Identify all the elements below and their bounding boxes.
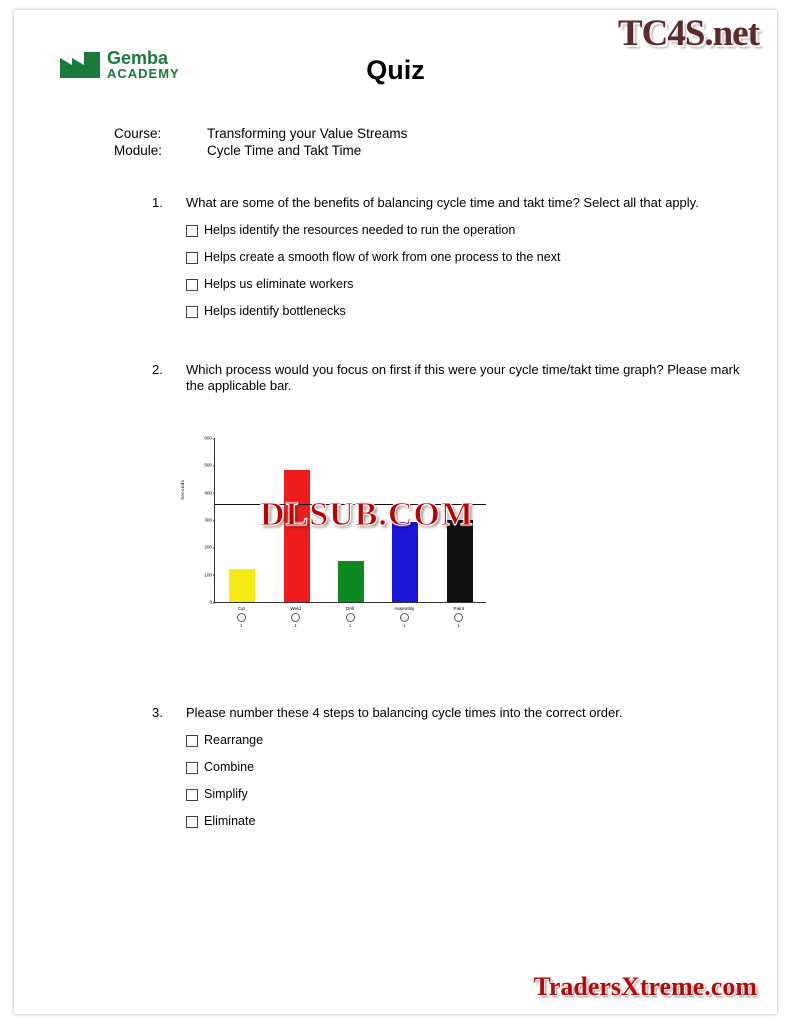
bar-weld[interactable] bbox=[284, 470, 310, 602]
watermark-center: DLSUB.COM bbox=[260, 496, 474, 533]
y-tick: 400 bbox=[204, 490, 212, 496]
question-2-number: 2. bbox=[152, 362, 163, 377]
x-label-text: Paint bbox=[453, 606, 465, 611]
option-label: Helps identify the resources needed to run the operation bbox=[204, 223, 516, 237]
x-label-text: Drill bbox=[346, 606, 354, 611]
checkbox-icon[interactable] bbox=[186, 762, 198, 774]
option-row[interactable] bbox=[186, 277, 752, 291]
option-row[interactable] bbox=[186, 733, 752, 747]
radio-icon[interactable] bbox=[454, 613, 463, 622]
x-label-sub: 1 bbox=[403, 623, 406, 628]
course-label: Course: bbox=[114, 126, 162, 141]
page-title: Quiz bbox=[366, 55, 425, 85]
watermark-top: TC4S.net bbox=[617, 13, 759, 54]
chart-x-axis bbox=[214, 606, 486, 638]
question-1-text: What are some of the benefits of balancing cycle time and takt time? Select all that apply. bbox=[186, 195, 699, 210]
radio-icon[interactable] bbox=[400, 613, 409, 622]
x-label-sub: 1 bbox=[348, 623, 352, 628]
chart-y-axis-label: Seconds bbox=[180, 479, 185, 500]
option-label: Combine bbox=[204, 760, 255, 774]
cycle-time-chart bbox=[180, 435, 494, 638]
y-tick: 500 bbox=[204, 462, 212, 468]
question-1-number: 1. bbox=[152, 195, 163, 210]
option-row[interactable] bbox=[186, 814, 752, 828]
question-2-text: Which process would you focus on first if this were your cycle time/takt time graph? Please mark the applicable bar. bbox=[186, 362, 740, 393]
question-3 bbox=[152, 705, 752, 841]
x-label-drill bbox=[327, 606, 373, 628]
option-row[interactable] bbox=[186, 760, 752, 774]
option-row[interactable] bbox=[186, 223, 752, 237]
checkbox-icon[interactable] bbox=[186, 735, 198, 747]
y-tick: 100 bbox=[204, 572, 212, 578]
bar-cut[interactable] bbox=[229, 569, 255, 602]
radio-icon[interactable] bbox=[346, 613, 355, 622]
checkbox-icon[interactable] bbox=[186, 306, 198, 318]
question-2 bbox=[152, 362, 752, 394]
question-3-options bbox=[186, 733, 752, 828]
option-row[interactable] bbox=[186, 304, 752, 318]
radio-icon[interactable] bbox=[237, 613, 246, 622]
document-page bbox=[14, 10, 777, 1014]
x-label-text: Cut bbox=[237, 606, 245, 611]
y-tick: 0 bbox=[209, 599, 212, 605]
logo-secondary-text: ACADEMY bbox=[107, 66, 180, 81]
module-label: Module: bbox=[114, 143, 163, 158]
x-label-text: Assembly bbox=[394, 606, 415, 611]
question-3-number: 3. bbox=[152, 705, 163, 720]
option-label: Rearrange bbox=[204, 733, 264, 747]
radio-icon[interactable] bbox=[291, 613, 300, 622]
x-label-paint bbox=[436, 606, 482, 628]
question-3-text: Please number these 4 steps to balancing cycle times into the correct order. bbox=[186, 705, 623, 720]
x-label-cut bbox=[218, 606, 264, 628]
y-tick: 300 bbox=[204, 517, 212, 523]
checkbox-icon[interactable] bbox=[186, 252, 198, 264]
checkbox-icon[interactable] bbox=[186, 225, 198, 237]
y-tick: 200 bbox=[204, 544, 212, 550]
checkbox-icon[interactable] bbox=[186, 816, 198, 828]
course-row bbox=[114, 125, 407, 142]
x-label-text: Weld bbox=[290, 606, 301, 611]
module-value: Cycle Time and Takt Time bbox=[207, 143, 362, 158]
x-label-assembly bbox=[381, 606, 427, 628]
checkbox-icon[interactable] bbox=[186, 789, 198, 801]
option-label: Eliminate bbox=[204, 814, 256, 828]
checkbox-icon[interactable] bbox=[186, 279, 198, 291]
x-label-weld bbox=[273, 606, 319, 628]
question-1 bbox=[152, 195, 752, 331]
bar-drill[interactable] bbox=[338, 561, 364, 602]
bar-assembly[interactable] bbox=[392, 522, 418, 602]
x-label-sub: 1 bbox=[457, 623, 460, 628]
question-1-options bbox=[186, 223, 752, 318]
module-row bbox=[114, 142, 407, 159]
course-meta bbox=[114, 125, 407, 159]
option-row[interactable] bbox=[186, 787, 752, 801]
option-label: Simplify bbox=[204, 787, 248, 801]
option-label: Helps identify bottlenecks bbox=[204, 304, 346, 318]
option-row[interactable] bbox=[186, 250, 752, 264]
course-value: Transforming your Value Streams bbox=[207, 126, 408, 141]
y-tick: 600 bbox=[204, 435, 212, 441]
x-label-sub: 1 bbox=[240, 623, 243, 628]
option-label: Helps us eliminate workers bbox=[204, 277, 354, 291]
watermark-bottom: TradersXtreme.com bbox=[533, 972, 757, 1001]
logo-primary-text: Gemba bbox=[107, 48, 169, 68]
option-label: Helps create a smooth flow of work from one process to the next bbox=[204, 250, 561, 264]
x-label-sub: 1 bbox=[294, 623, 297, 628]
